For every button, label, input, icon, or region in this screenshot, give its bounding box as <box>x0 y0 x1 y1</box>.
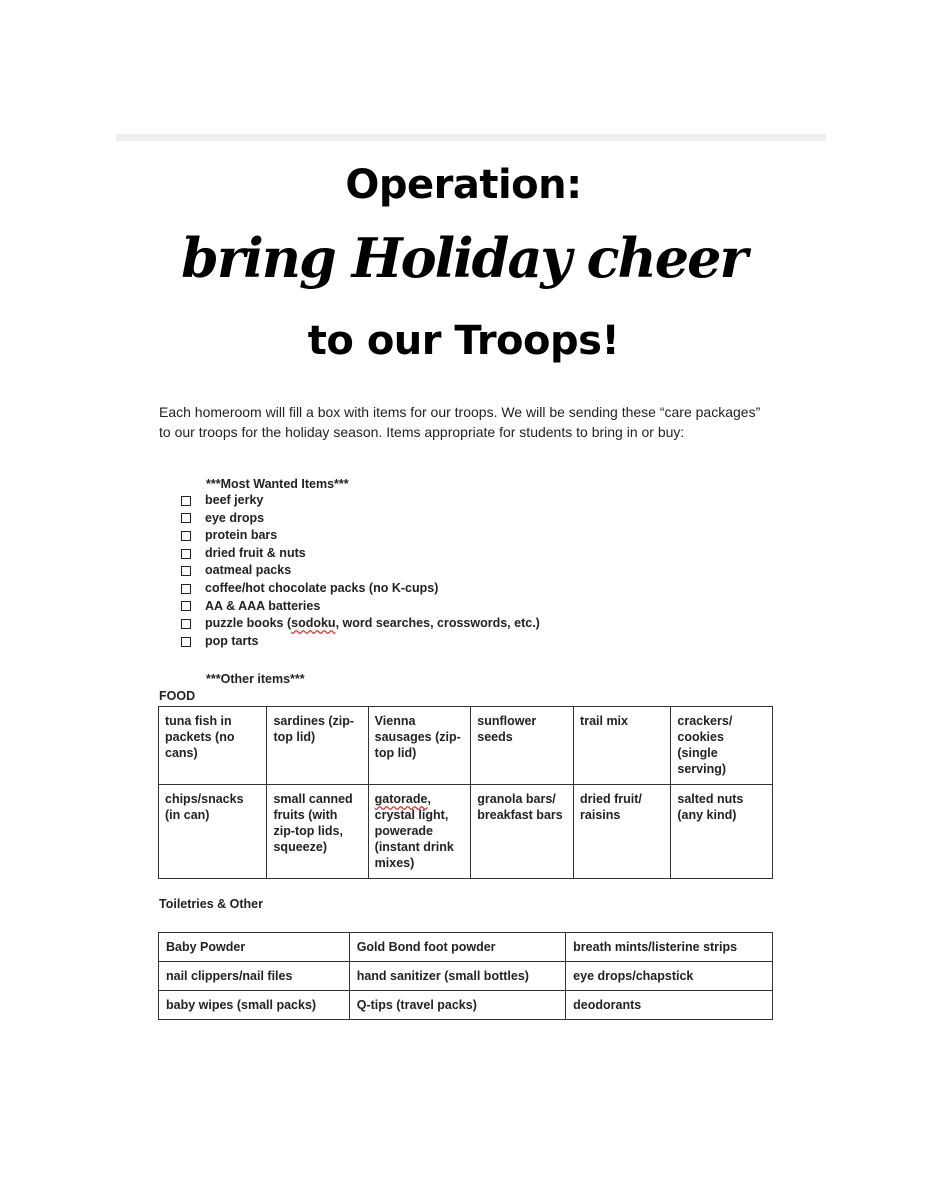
toiletries-heading: Toiletries & Other <box>159 897 263 911</box>
table-cell: salted nuts (any kind) <box>671 785 773 879</box>
checklist-item-label: beef jerky <box>205 493 264 507</box>
table-row <box>159 785 773 879</box>
checkbox-icon[interactable] <box>181 601 191 611</box>
table-cell: baby wipes (small packs) <box>159 991 350 1020</box>
checkbox-icon[interactable] <box>181 549 191 559</box>
table-cell: trail mix <box>574 707 671 785</box>
checkbox-icon[interactable] <box>181 619 191 629</box>
table-cell: small canned fruits (with zip-top lids, squeeze) <box>267 785 368 879</box>
most-wanted-checklist <box>181 492 540 650</box>
checklist-item-label: coffee/hot chocolate packs (no K-cups) <box>205 580 439 595</box>
table-cell: Q-tips (travel packs) <box>349 991 565 1020</box>
table-cell: dried fruit/ raisins <box>574 785 671 879</box>
table-cell: tuna fish in packets (no cans) <box>159 707 267 785</box>
table-cell: crackers/ cookies (single serving) <box>671 707 773 785</box>
checklist-item <box>181 510 540 528</box>
table-row <box>159 707 773 785</box>
table-row <box>159 991 773 1020</box>
checklist-item <box>181 562 540 580</box>
checklist-item <box>181 545 540 563</box>
checkbox-icon[interactable] <box>181 531 191 541</box>
table-cell: Vienna sausages (zip-top lid) <box>368 707 471 785</box>
checklist-item <box>181 492 540 510</box>
table-cell: breath mints/listerine strips <box>566 933 773 962</box>
checklist-item-label: eye drops <box>205 510 265 525</box>
table-cell: nail clippers/nail files <box>159 962 350 991</box>
top-divider <box>116 134 826 141</box>
spellcheck-underline: gatorade <box>374 792 428 806</box>
table-row <box>159 933 773 962</box>
checkbox-icon[interactable] <box>181 566 191 576</box>
checklist-item <box>181 580 540 598</box>
table-cell: deodorants <box>566 991 773 1020</box>
most-wanted-heading: ***Most Wanted Items*** <box>206 477 349 491</box>
checklist-item-label: oatmeal packs <box>205 563 292 578</box>
table-cell: hand sanitizer (small bottles) <box>349 962 565 991</box>
title-line-1: Operation: <box>345 162 582 208</box>
checklist-item <box>181 598 540 616</box>
title-line-3: to our Troops! <box>307 318 620 364</box>
checklist-item <box>181 615 540 633</box>
table-cell: sardines (zip-top lid) <box>267 707 368 785</box>
checkbox-icon[interactable] <box>181 496 191 506</box>
checklist-item-label: puzzle books (sodoku, word searches, crosswords, etc.) <box>205 616 540 631</box>
title-line-2: bring Holiday cheer <box>181 226 746 290</box>
checkbox-icon[interactable] <box>181 637 191 647</box>
table-cell: gatorade, crystal light, powerade (instant drink mixes) <box>368 785 471 879</box>
food-heading: FOOD <box>159 689 196 703</box>
checklist-item <box>181 633 540 651</box>
checklist-item-label: dried fruit & nuts <box>205 545 306 560</box>
intro-paragraph: Each homeroom will fill a box with items for our troops. We will be sending these “care packages” to our troops for the holiday season. Items appropriate for students to bring in or buy: <box>159 404 761 440</box>
table-cell: eye drops/chapstick <box>566 962 773 991</box>
checklist-item-label: protein bars <box>205 528 278 543</box>
food-table <box>158 706 773 879</box>
table-cell: chips/snacks (in can) <box>159 785 267 879</box>
toiletries-table <box>158 932 773 1020</box>
checklist-item <box>181 527 540 545</box>
table-cell: sunflower seeds <box>471 707 574 785</box>
checkbox-icon[interactable] <box>181 584 191 594</box>
spellcheck-underline: sodoku <box>291 616 336 631</box>
table-cell: granola bars/ breakfast bars <box>471 785 574 879</box>
checkbox-icon[interactable] <box>181 513 191 523</box>
checklist-item-label: pop tarts <box>205 633 259 648</box>
table-cell: Gold Bond foot powder <box>349 933 565 962</box>
table-row <box>159 962 773 991</box>
table-cell: Baby Powder <box>159 933 350 962</box>
other-items-heading: ***Other items*** <box>206 672 305 686</box>
checklist-item-label: AA & AAA batteries <box>205 598 321 613</box>
